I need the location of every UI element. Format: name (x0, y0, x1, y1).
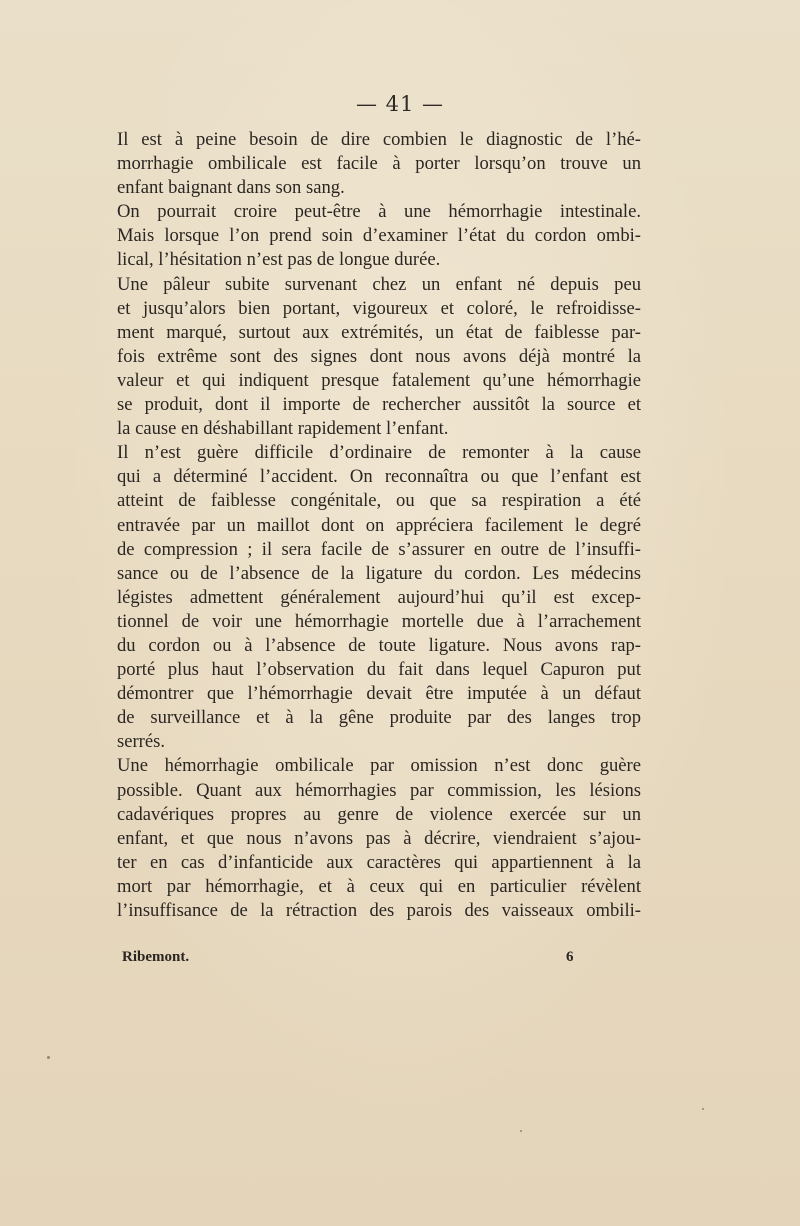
text-line: mort par hémorrhagie, et à ceux qui en particulier révèlent (117, 875, 641, 897)
signature-mark-number: 6 (566, 949, 574, 965)
paper-speck (520, 1130, 522, 1132)
text-line: Une hémorrhagie ombilicale par omission n’est donc guère (117, 755, 641, 777)
text-line: ment marqué, surtout aux extrémités, un état de faiblesse par- (117, 321, 641, 343)
text-line: possible. Quant aux hémorrhagies par commission, les lésions (117, 779, 641, 801)
text-line: On pourrait croire peut-être à une hémorrhagie intestinale. (117, 201, 641, 223)
text-line: serrés. (117, 731, 166, 753)
text-line: de surveillance et à la gêne produite par des langes trop (117, 707, 641, 729)
text-line: qui a déterminé l’accident. On reconnaîtra ou que l’enfant est (117, 466, 641, 488)
text-line: morrhagie ombilicale est facile à porter lorsqu’on trouve un (117, 153, 641, 175)
text-line: lical, l’hésitation n’est pas de longue durée. (117, 249, 441, 271)
text-line: Mais lorsque l’on prend soin d’examiner l’état du cordon ombi- (117, 225, 641, 247)
text-line: du cordon ou à l’absence de toute ligature. Nous avons rap- (117, 634, 641, 656)
text-line: atteint de faiblesse congénitale, ou que sa respiration a été (117, 490, 641, 512)
paragraph-2 (117, 200, 641, 272)
text-line: se produit, dont il importe de rechercher aussitôt la source et (117, 394, 641, 416)
text-line: sance ou de l’absence de la ligature du cordon. Les médecins (117, 562, 641, 584)
text-line: Une pâleur subite survenant chez un enfant né depuis peu (117, 273, 641, 295)
text-line: Il n’est guère difficile d’ordinaire de remonter à la cause (117, 442, 641, 464)
text-line: cadavériques propres au genre de violence exercée sur un (117, 803, 641, 825)
text-line: enfant baignant dans son sang. (117, 177, 345, 199)
text-line: ter en cas d’infanticide aux caractères qui appartiennent à la (117, 851, 641, 873)
text-line: la cause en déshabillant rapidement l’enfant. (117, 418, 449, 440)
body-text (117, 128, 641, 923)
paragraph-1 (117, 128, 641, 200)
page-number: — 41 — (355, 92, 445, 116)
paper-speck (47, 1056, 50, 1059)
paragraph-4 (117, 441, 641, 754)
text-line: porté plus haut l’observation du fait dans lequel Capuron put (117, 659, 641, 681)
text-line: fois extrême sont des signes dont nous avons déjà montré la (117, 345, 641, 367)
text-line: légistes admettent généralement aujourd’hui qu’il est excep- (117, 586, 641, 608)
text-line: tionnel de voir une hémorrhagie mortelle due à l’arrachement (117, 610, 641, 632)
paragraph-5 (117, 754, 641, 923)
text-line: de compression ; il sera facile de s’assurer en outre de l’insuffi- (117, 538, 641, 560)
text-line: l’insuffisance de la rétraction des parois des vaisseaux ombili- (117, 900, 641, 921)
page-footer (0, 949, 800, 975)
signature-mark-author: Ribemont. (122, 949, 190, 965)
paragraph-3 (117, 273, 641, 442)
text-line: Il est à peine besoin de dire combien le diagnostic de l’hé- (117, 129, 641, 150)
text-line: entravée par un maillot dont on appréciera facilement le degré (117, 514, 641, 536)
paper-speck (702, 1108, 704, 1110)
text-line: enfant, et que nous n’avons pas à décrire, viendraient s’ajou- (117, 827, 641, 849)
text-line: valeur et qui indiquent presque fatalement qu’une hémorrhagie (117, 369, 641, 391)
text-line: et jusqu’alors bien portant, vigoureux et coloré, le refroidisse- (117, 297, 641, 319)
text-line: démontrer que l’hémorrhagie devait être imputée à un défaut (117, 683, 641, 705)
